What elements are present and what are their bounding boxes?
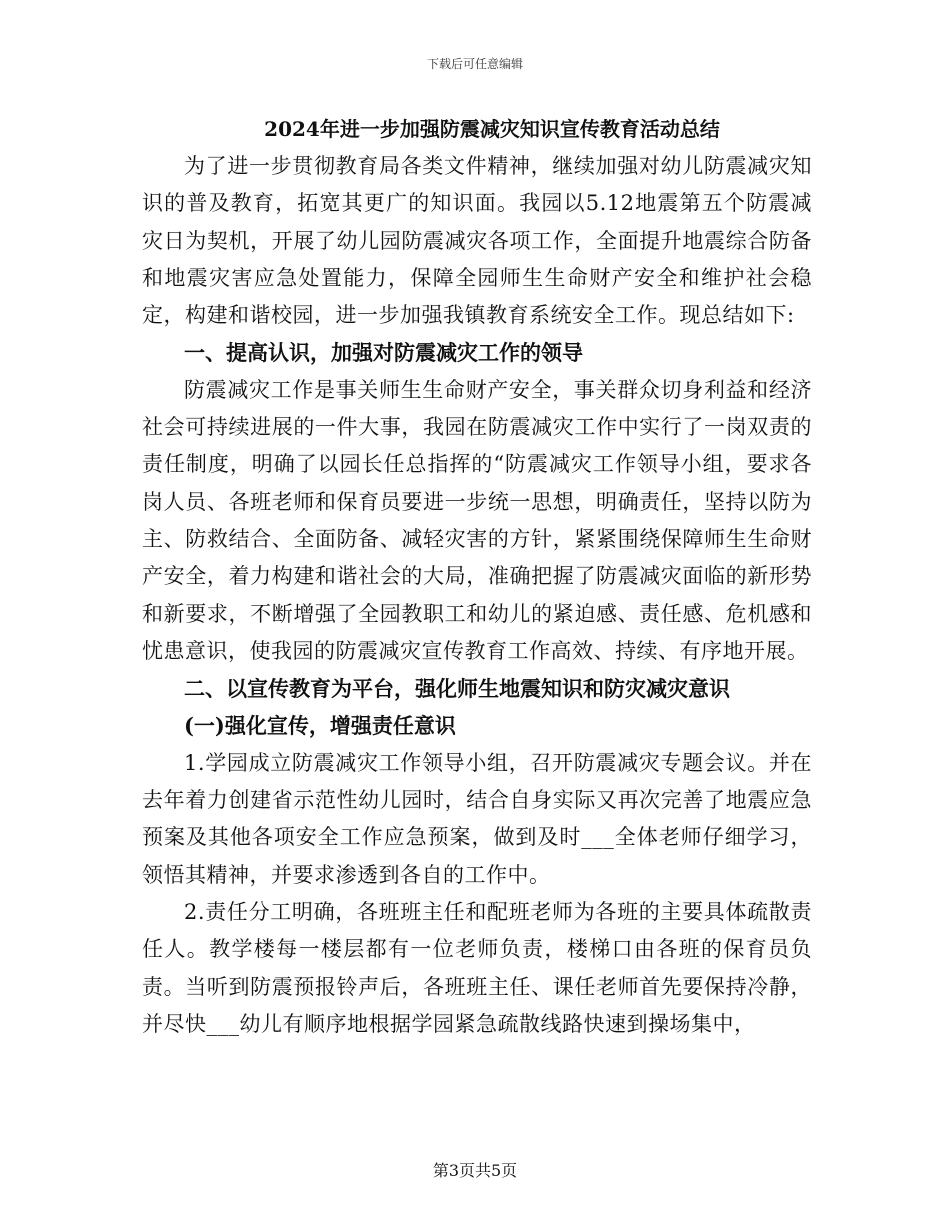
document-title: 2024年进一步加强防震减灾知识宣传教育活动总结 <box>264 117 720 141</box>
page-footer: 第3页共5页 <box>432 1161 518 1180</box>
paragraph-item-2: 2.责任分工明确，各班班主任和配班老师为各班的主要具体疏散责任人。教学楼每一楼层都有一位老师负责，楼梯口由各班的保育员负责。当听到防震预报铃声后，各班班主任、课任老师首先要保持冷静，并尽快___幼儿有顺序地根据学园紧急疏散线路快速到操场集中， <box>142 899 812 1036</box>
paragraph-section-1: 防震减灾工作是事关师生生命财产安全，事关群众切身利益和经济社会可持续进展的一件大事，我园在防震减灾工作中实行了一岗双责的责任制度，明确了以园长任总指挥的“防震减灾工作领导小组，要求各岗人员、各班老师和保育员要进一步统一思想，明确责任，坚持以防为主、防救结合、全面防备、减轻灾害的方针，紧紧围绕保障师生生命财产安全，着力构建和谐社会的大局，准确把握了防震减灾面临的新形势和新要求，不断增强了全园教职工和幼儿的紧迫感、责任感、危机感和忧患意识，使我园的防震减灾宣传教育工作高效、持续、有序地开展。 <box>142 377 812 663</box>
paragraph-item-1: 1.学园成立防震减灾工作领导小组，召开防震减灾专题会议。并在去年着力创建省示范性幼儿园时，结合自身实际又再次完善了地震应急预案及其他各项安全工作应急预案，做到及时___全体老师仔细学习，领悟其精神，并要求渗透到各自的工作中。 <box>142 750 812 887</box>
page-header: 下载后可任意编辑 <box>426 57 523 71</box>
section-heading-2: 二、以宣传教育为平台，强化师生地震知识和防灾减灾意识 <box>184 676 730 702</box>
document-body <box>142 110 812 1043</box>
paragraph-intro: 为了进一步贯彻教育局各类文件精神，继续加强对幼儿防震减灾知识的普及教育，拓宽其更广的知识面。我园以5.12地震第五个防震减灾日为契机，开展了幼儿园防震减灾各项工作，全面提升地震综合防备和地震灾害应急处置能力，保障全园师生生命财产安全和维护社会稳定，构建和谐校园，进一步加强我镇教育系统安全工作。现总结如下: <box>142 154 812 328</box>
subsection-heading-2-1: (一)强化宣传，增强责任意识 <box>184 713 456 739</box>
section-heading-1: 一、提高认识，加强对防震减灾工作的领导 <box>184 340 583 366</box>
